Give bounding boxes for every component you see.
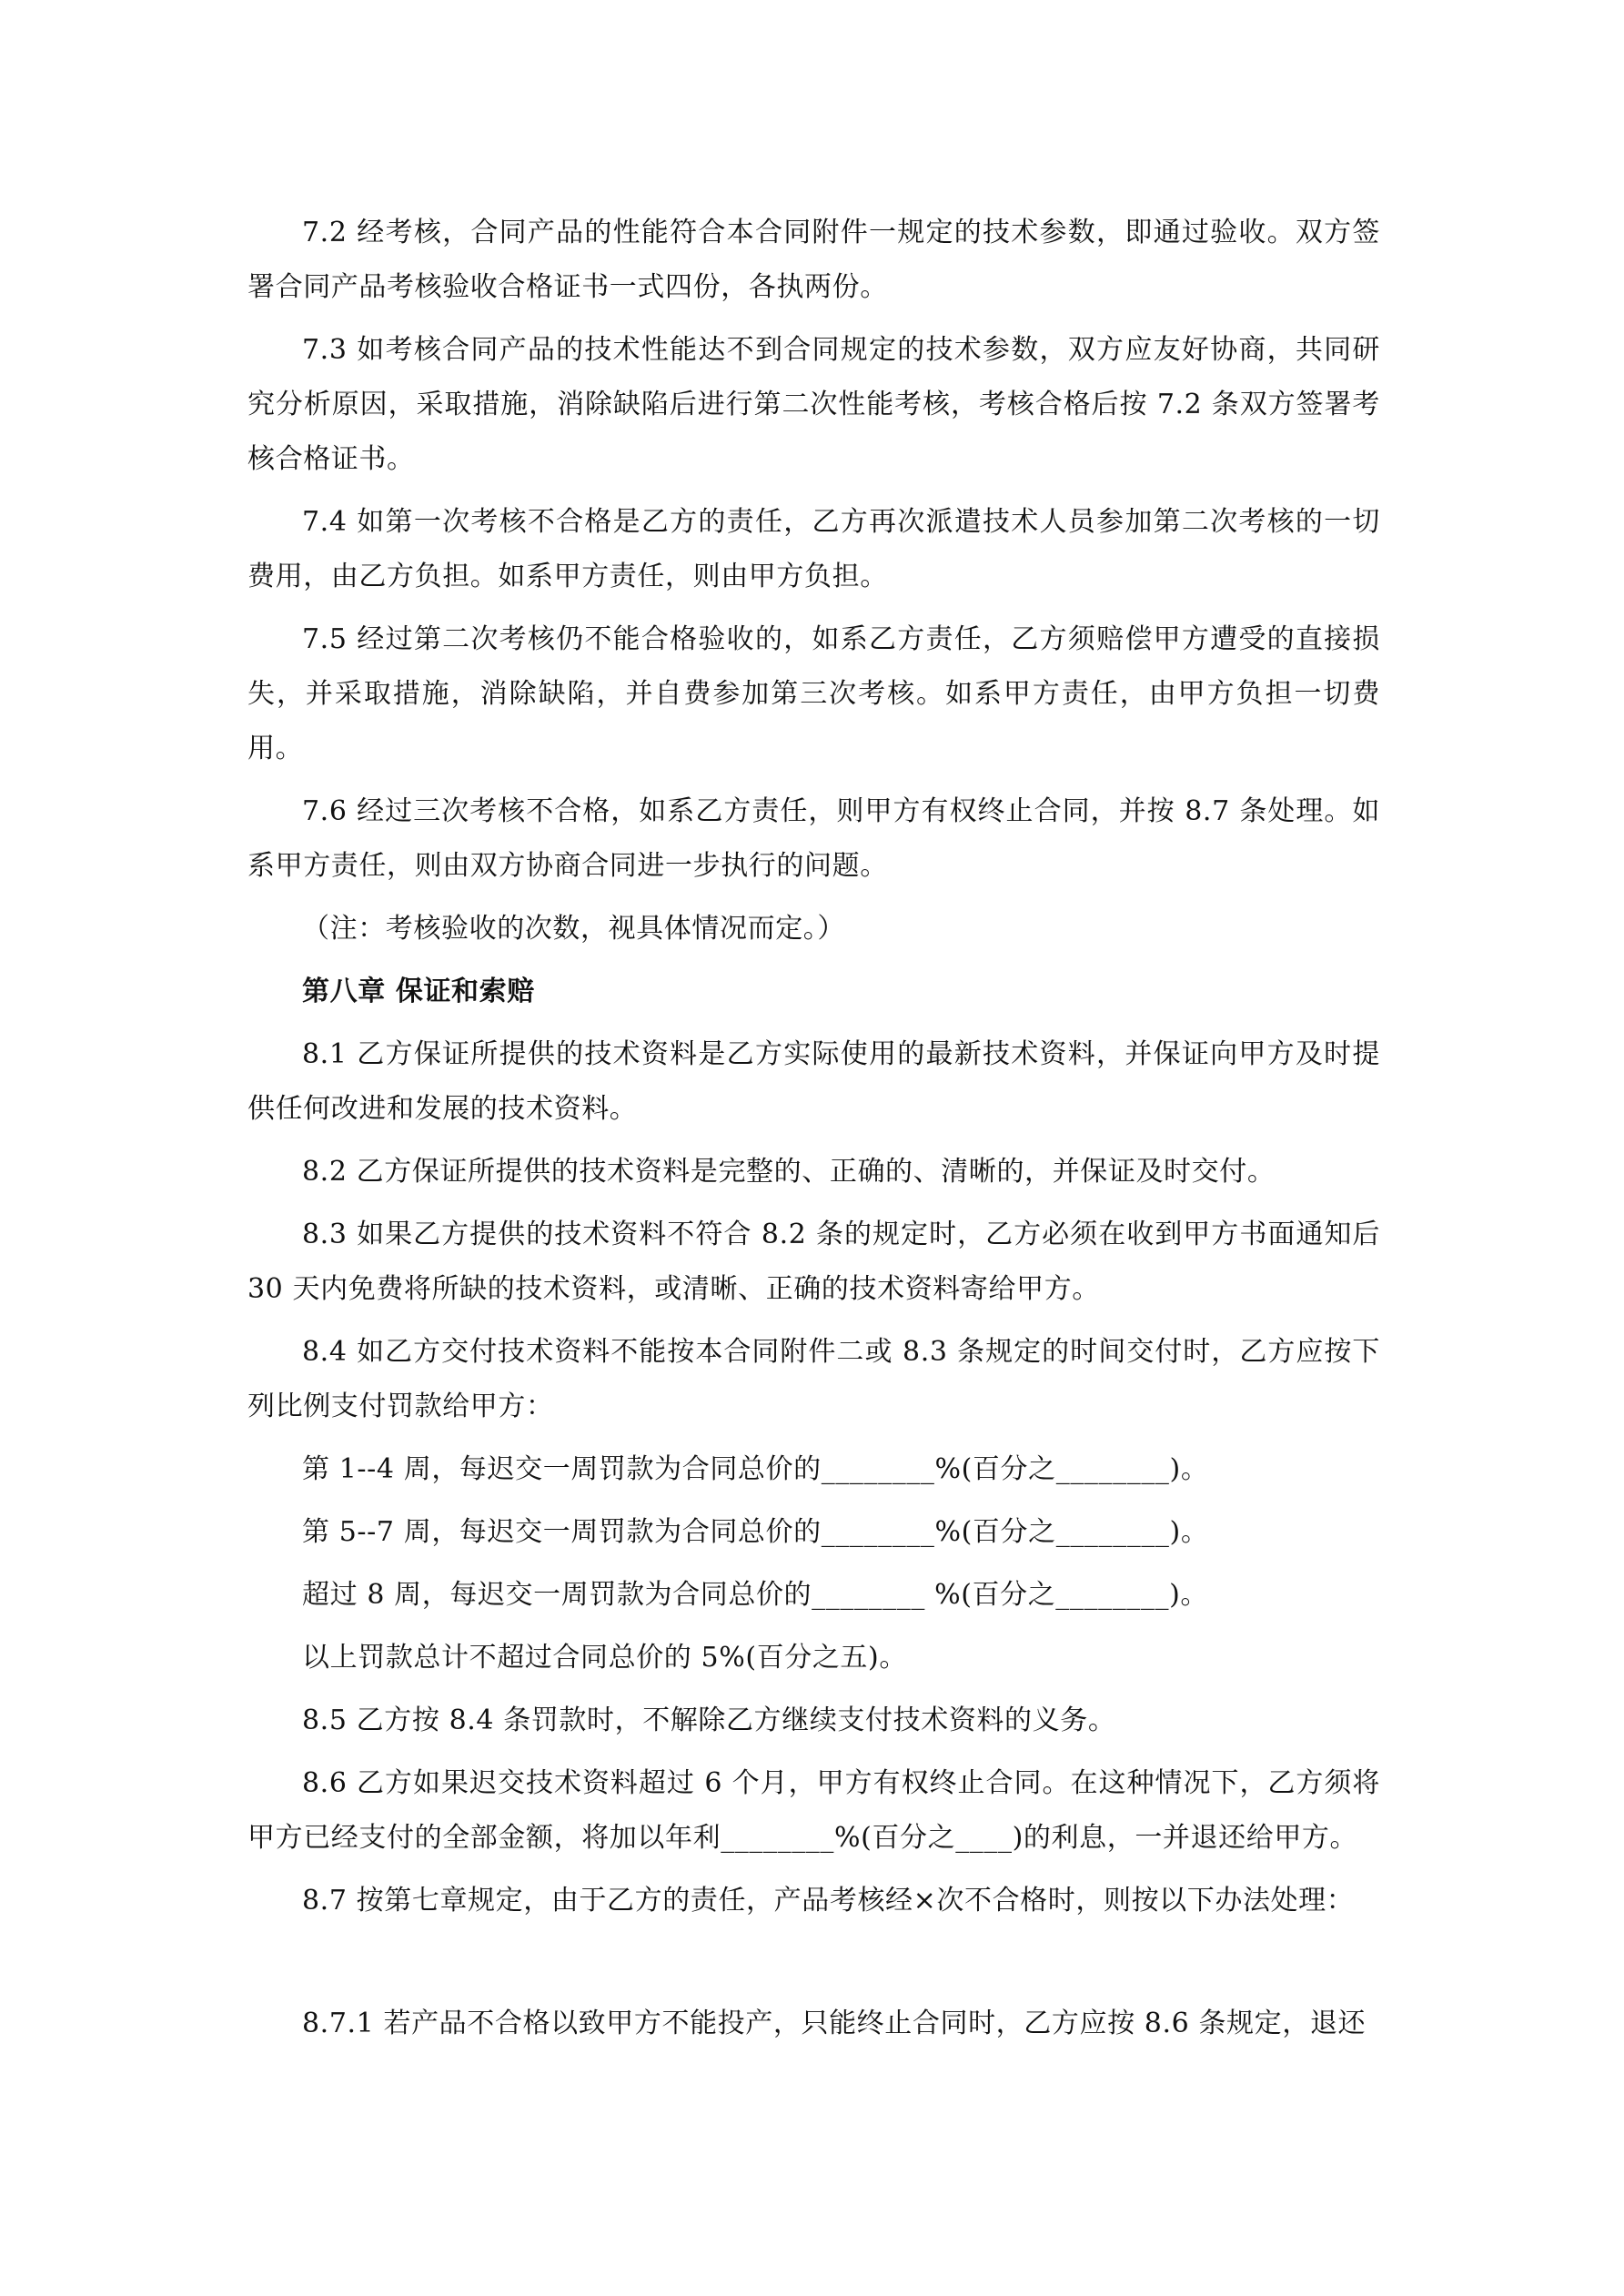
clause-7-4: 7.4 如第一次考核不合格是乙方的责任，乙方再次派遣技术人员参加第二次考核的一切费用，由乙方负担。如系甲方责任，则由甲方负担。 (247, 506, 1380, 592)
clause-8-6: 8.6 乙方如果迟交技术资料超过 6 个月，甲方有权终止合同。在这种情况下，乙方须将甲方已经支付的全部金额，将加以年利________%(百分之____)的利息，一并退还给甲方。 (247, 1767, 1380, 1854)
penalty-weeks-5-7: 第 5--7 周，每迟交一周罚款为合同总价的________%(百分之________)。 (302, 1516, 1209, 1548)
clause-7-2: 7.2 经考核，合同产品的性能符合本合同附件一规定的技术参数，即通过验收。双方签署合同产品考核验收合格证书一式四份，各执两份。 (247, 217, 1380, 303)
spacer (247, 1937, 1380, 1997)
clause-7-3: 7.3 如考核合同产品的技术性能达不到合同规定的技术参数，双方应友好协商，共同研究分析原因，采取措施，消除缺陷后进行第二次性能考核，考核合格后按 7.2 条双方签署考核合格证书。 (247, 334, 1380, 475)
penalty-cap: 以上罚款总计不超过合同总价的 5%(百分之五)。 (302, 1642, 907, 1674)
clause-8-2: 8.2 乙方保证所提供的技术资料是完整的、正确的、清晰的，并保证及时交付。 (302, 1156, 1276, 1188)
clause-8-7-1: 8.7.1 若产品不合格以致甲方不能投产，只能终止合同时，乙方应按 8.6 条规定，退还 (302, 2008, 1367, 2039)
clause-8-1: 8.1 乙方保证所提供的技术资料是乙方实际使用的最新技术资料，并保证向甲方及时提供任何改进和发展的技术资料。 (247, 1038, 1380, 1125)
chapter-8-heading: 第八章 保证和索赔 (302, 976, 535, 1007)
clause-7-5: 7.5 经过第二次考核仍不能合格验收的，如系乙方责任，乙方须赔偿甲方遭受的直接损失，并采取措施，消除缺陷，并自费参加第三次考核。如系甲方责任，由甲方负担一切费用。 (247, 623, 1380, 764)
penalty-weeks-1-4: 第 1--4 周，每迟交一周罚款为合同总价的________%(百分之________)。 (302, 1453, 1209, 1485)
clause-8-3: 8.3 如果乙方提供的技术资料不符合 8.2 条的规定时，乙方必须在收到甲方书面通知后 30 天内免费将所缺的技术资料，或清晰、正确的技术资料寄给甲方。 (247, 1219, 1380, 1305)
clause-8-4: 8.4 如乙方交付技术资料不能按本合同附件二或 8.3 条规定的时间交付时，乙方应按下列比例支付罚款给甲方： (247, 1336, 1380, 1422)
clause-7-6: 7.6 经过三次考核不合格，如系乙方责任，则甲方有权终止合同，并按 8.7 条处理。如系甲方责任，则由双方协商合同进一步执行的问题。 (247, 795, 1380, 882)
clause-8-5: 8.5 乙方按 8.4 条罚款时，不解除乙方继续支付技术资料的义务。 (302, 1704, 1116, 1736)
note: （注：考核验收的次数，视具体情况而定。） (302, 913, 845, 945)
clause-8-7: 8.7 按第七章规定，由于乙方的责任，产品考核经×次不合格时，则按以下办法处理： (302, 1885, 1355, 1917)
document-body (247, 206, 1380, 2059)
penalty-over-8-weeks: 超过 8 周，每迟交一周罚款为合同总价的________ %(百分之________)。 (302, 1579, 1209, 1611)
